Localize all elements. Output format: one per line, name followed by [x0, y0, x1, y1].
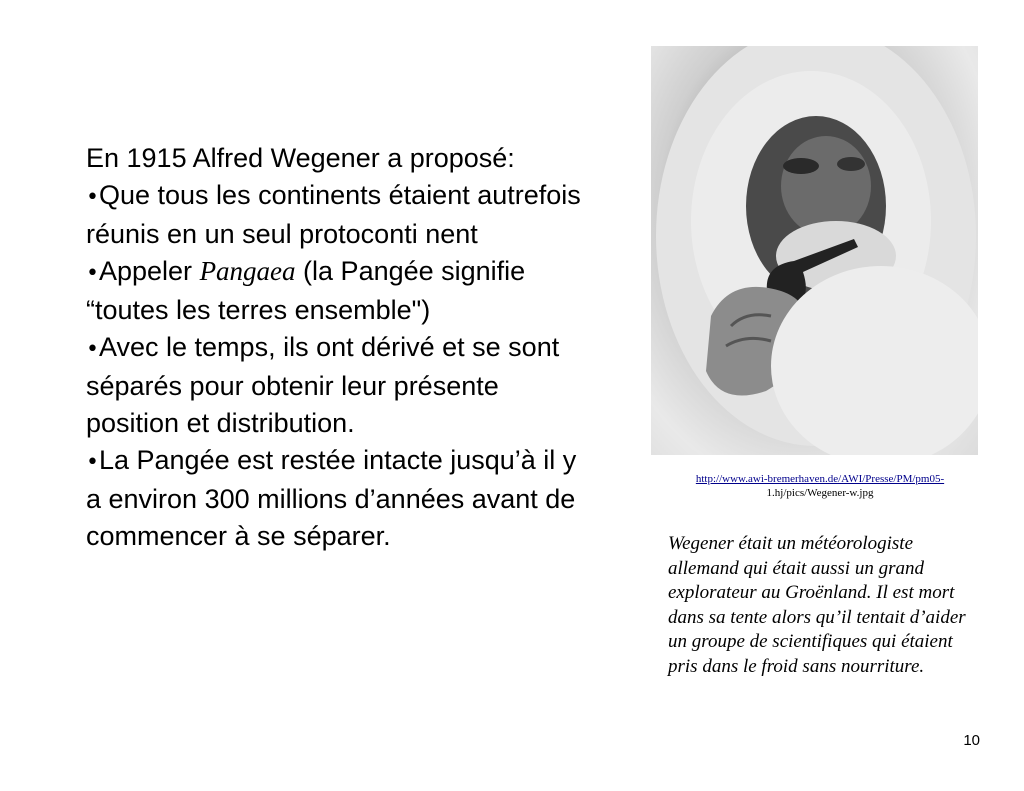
wegener-portrait-photo: [651, 46, 978, 455]
bullet-icon: •: [86, 185, 99, 210]
bullet-item: [86, 329, 596, 442]
pangaea-term: Pangaea: [199, 256, 296, 286]
source-link[interactable]: http://www.awi-bremerhaven.de/AWI/Presse/PM/pm05-: [695, 473, 945, 485]
portrait-illustration: [651, 46, 978, 455]
biography-text: Wegener était un météorologiste allemand qui était aussi un grand explorateur au Groënland. Il est mort dans sa tente alors qu’il tentait d’aider un groupe de scientifiques qui étaient pris dans le froid sans nourriture.: [668, 533, 966, 677]
bullet-text-after: (la Pangée signifie “toutes les terres ensemble"): [86, 256, 526, 325]
bullet-icon: •: [86, 261, 99, 286]
photo-caption: [660, 472, 980, 500]
bullet-text: Que tous les continents étaient autrefois réunis en un seul protoconti nent: [86, 180, 581, 249]
bullet-text: Avec le temps, ils ont dérivé et se sont séparés pour obtenir leur présente position et distribution.: [86, 332, 560, 438]
page-number: 10: [963, 732, 980, 749]
bullet-item: [86, 253, 596, 329]
bullet-item: [86, 442, 596, 555]
source-link-continued: 1.hj/pics/Wegener-w.jpg: [766, 487, 874, 499]
intro-text: En 1915 Alfred Wegener a proposé:: [86, 143, 515, 173]
bullet-text: La Pangée est restée intacte jusqu’à il y a environ 300 millions d’années avant de commencer à se séparer.: [86, 445, 577, 551]
bullet-icon: •: [86, 337, 99, 362]
bullet-icon: •: [86, 450, 99, 475]
bullet-text-before: Appeler: [98, 256, 200, 286]
main-text: [86, 140, 596, 555]
bullet-item: [86, 177, 596, 253]
